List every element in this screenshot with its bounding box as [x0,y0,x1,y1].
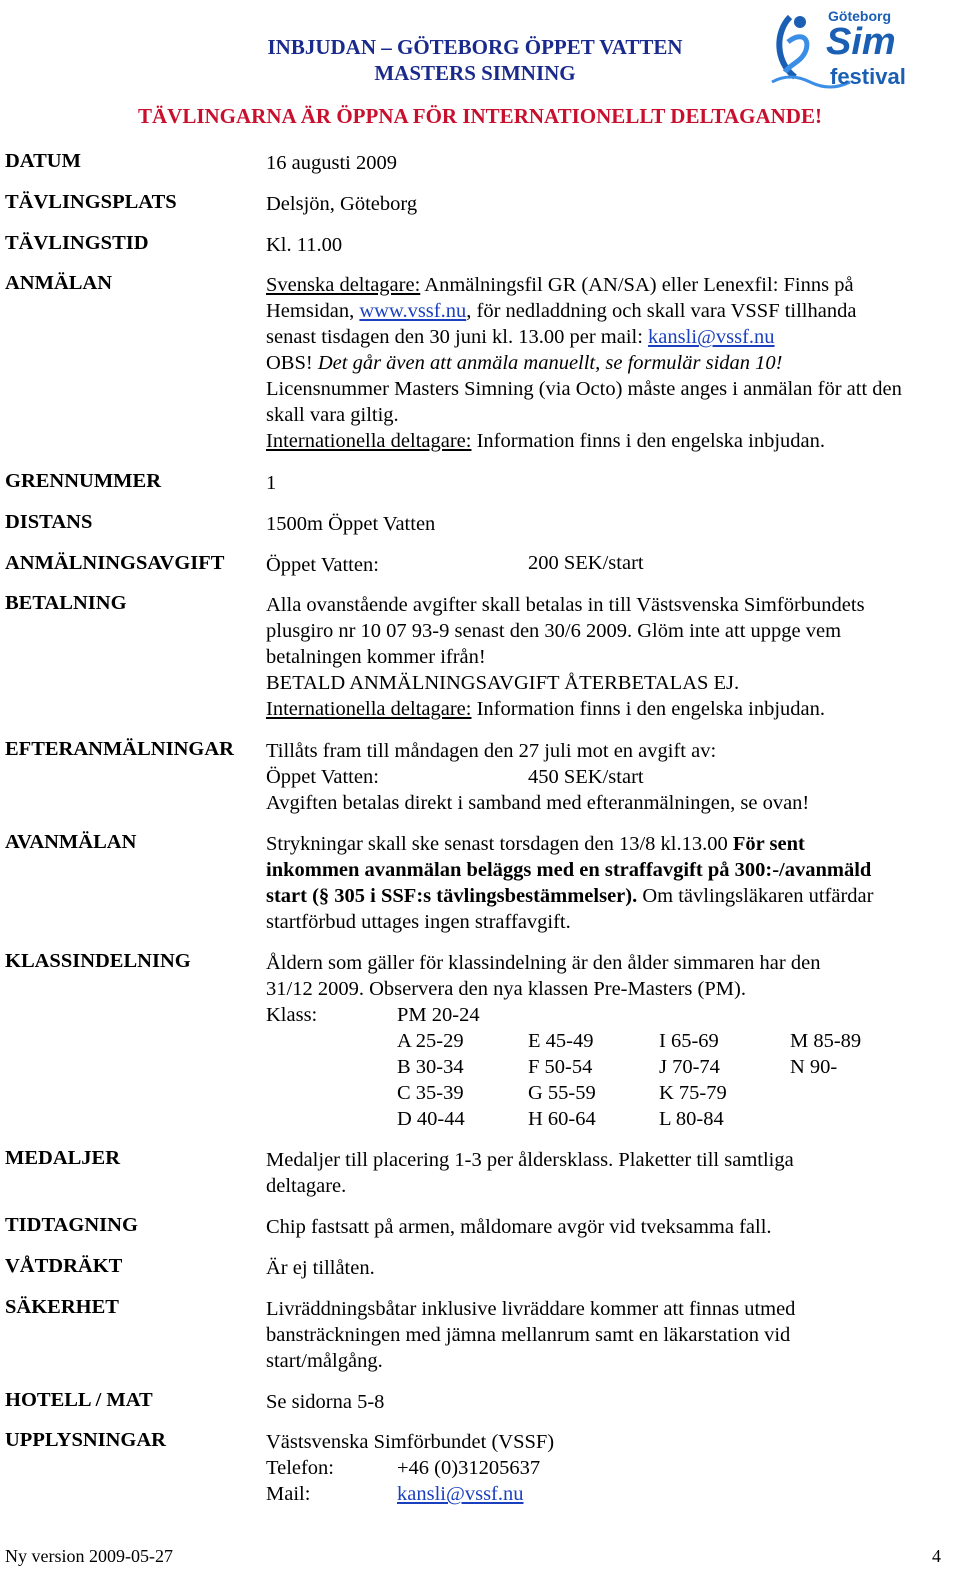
label-tid: TÄVLINGSTID [5,232,149,254]
klass-cell: F 50-54 [528,1056,593,1078]
avanmalan-line-1: Strykningar skall ske senast torsdagen den 13/8 kl.13.00 [266,833,733,855]
label-betalning: BETALNING [5,592,127,614]
label-plats: TÄVLINGSPLATS [5,191,177,213]
anmalan-line-6: skall vara giltig. [266,404,399,426]
international-participants-label-2: Internationella deltagare: [266,698,472,720]
label-sakerhet: SÄKERHET [5,1296,119,1318]
efteranm-price: 450 SEK/start [528,766,644,788]
value-betalning [266,592,956,722]
kansli-email-link[interactable]: kansli@vssf.nu [648,326,775,348]
phone-label: Telefon: [266,1457,335,1479]
value-datum: 16 augusti 2009 [266,152,397,174]
betalning-line-5: Information finns i den engelska inbjudan. [471,698,826,720]
sakerhet-line-2: bansträckningen med jämna mellanrum samt en läkarstation vid [266,1324,791,1346]
page-number: 4 [932,1546,941,1566]
anmalan-line-3: senast tisdagen den 30 juni kl. 13.00 per mail: [266,326,649,348]
label-datum: DATUM [5,150,81,172]
value-medaljer [266,1147,956,1199]
open-notice: TÄVLINGARNA ÄR ÖPPNA FÖR INTERNATIONELLT DELTAGANDE! [138,104,822,128]
avanmalan-line-4: startförbud uttages ingen straffavgift. [266,911,571,933]
value-anmalan [266,272,956,454]
klass-cell: M 85-89 [790,1030,862,1052]
international-participants-label: Internationella deltagare: [266,430,472,452]
value-klass [266,950,956,1132]
manual-registration-note: Det går även att anmäla manuellt, se formulär sidan 10! [317,352,783,374]
betalning-line-3: betalningen kommer ifrån! [266,646,486,668]
klass-cell: C 35-39 [397,1082,464,1104]
label-avanmalan: AVANMÄLAN [5,831,137,853]
klass-cell: B 30-34 [397,1056,464,1078]
betalning-line-4: BETALD ANMÄLNINGSAVGIFT ÅTERBETALAS EJ. [266,672,740,694]
gsf-logo [770,2,910,94]
obs-label: OBS! [266,352,318,374]
avanmalan-line-3: Om tävlingsläkaren utfärdar [637,885,874,907]
klass-cell: J 70-74 [659,1056,720,1078]
value-avanmalan [266,831,956,935]
swedish-participants-label: Svenska deltagare: [266,274,421,296]
logo-text-mid: Sim [826,21,896,63]
avanmalan-line-3-bold: start (§ 305 i SSF:s tävlingsbestämmelser). [266,885,638,907]
label-tidtagning: TIDTAGNING [5,1214,138,1236]
klass-pm: PM 20-24 [397,1004,480,1026]
klass-line-1: Åldern som gäller för klassindelning är den ålder simmaren har den [266,952,821,974]
sakerhet-line-3: start/målgång. [266,1350,383,1372]
klass-cell: I 65-69 [659,1030,719,1052]
value-grennummer: 1 [266,472,277,494]
value-plats: Delsjön, Göteborg [266,193,418,215]
value-tid: Kl. 11.00 [266,234,343,256]
klass-cell: D 40-44 [397,1108,465,1130]
footer-version: Ny version 2009-05-27 [5,1546,173,1566]
title-line-1: INBJUDAN – GÖTEBORG ÖPPET VATTEN [267,35,683,59]
label-avgift: ANMÄLNINGSAVGIFT [5,552,225,574]
logo-text-top: Göteborg [828,8,891,24]
value-avgift-item: Öppet Vatten: [266,554,379,576]
klass-cell: N 90- [790,1056,838,1078]
efteranm-item: Öppet Vatten: [266,766,379,788]
klass-line-2: 31/12 2009. Observera den nya klassen Pre-Masters (PM). [266,978,746,1000]
klass-cell: A 25-29 [397,1030,464,1052]
betalning-line-2: plusgiro nr 10 07 93-9 senast den 30/6 2009. Glöm inte att uppge vem [266,620,842,642]
value-avgift-price: 200 SEK/start [528,552,644,574]
klass-cell: L 80-84 [659,1108,724,1130]
label-grennummer: GRENNUMMER [5,470,162,492]
label-hotell: HOTELL / MAT [5,1389,153,1411]
mail-label: Mail: [266,1483,311,1505]
anmalan-line-5: Licensnummer Masters Simning (via Octo) måste anges i anmälan för att den [266,378,902,400]
klass-grid [266,1028,956,1132]
sakerhet-line-1: Livräddningsbåtar inklusive livräddare kommer att finnas utmed [266,1298,796,1320]
vssf-website-link[interactable]: www.vssf.nu [359,300,467,322]
efteranm-line-3: Avgiften betalas direkt i samband med efteranmälningen, se ovan! [266,792,810,814]
anmalan-line-2b: , för nedladdning och skall vara VSSF tillhanda [466,300,857,322]
avanmalan-line-1-bold: För sent [732,833,805,855]
klass-cell: E 45-49 [528,1030,594,1052]
value-vatdrakt: Är ej tillåten. [266,1257,375,1279]
title-line-2: MASTERS SIMNING [374,61,576,85]
phone-number: +46 (0)31205637 [397,1457,541,1479]
klass-label: Klass: [266,1004,318,1026]
value-efteranm [266,738,956,816]
anmalan-line-7: Information finns i den engelska inbjudan. [471,430,826,452]
medaljer-line-2: deltagare. [266,1175,347,1197]
label-upplysningar: UPPLYSNINGAR [5,1429,166,1451]
anmalan-line-2a: Hemsidan, [266,300,360,322]
value-upplysningar [266,1429,956,1507]
logo-text-bottom: festival [830,64,906,89]
label-anmalan: ANMÄLAN [5,272,113,294]
upplysningar-line-1: Västsvenska Simförbundet (VSSF) [266,1431,555,1453]
avanmalan-line-2: inkommen avanmälan beläggs med en straffavgift på 300:-/avanmäld [266,859,872,881]
value-distans: 1500m Öppet Vatten [266,513,436,535]
value-sakerhet [266,1296,956,1374]
klass-cell: K 75-79 [659,1082,727,1104]
klass-cell: G 55-59 [528,1082,596,1104]
contact-email-link[interactable]: kansli@vssf.nu [397,1483,524,1505]
anmalan-line-1: Anmälningsfil GR (AN/SA) eller Lenexfil: Finns på [420,274,854,296]
label-vatdrakt: VÅTDRÄKT [5,1255,123,1277]
label-efteranm: EFTERANMÄLNINGAR [5,738,234,760]
medaljer-line-1: Medaljer till placering 1-3 per åldersklass. Plaketter till samtliga [266,1149,794,1171]
efteranm-line-1: Tillåts fram till måndagen den 27 juli mot en avgift av: [266,740,717,762]
value-tidtagning: Chip fastsatt på armen, måldomare avgör vid tveksamma fall. [266,1216,772,1238]
klass-cell: H 60-64 [528,1108,596,1130]
betalning-line-1: Alla ovanstående avgifter skall betalas in till Västsvenska Simförbundets [266,594,865,616]
value-hotell: Se sidorna 5-8 [266,1391,385,1413]
label-klass: KLASSINDELNING [5,950,191,972]
label-medaljer: MEDALJER [5,1147,121,1169]
label-distans: DISTANS [5,511,93,533]
